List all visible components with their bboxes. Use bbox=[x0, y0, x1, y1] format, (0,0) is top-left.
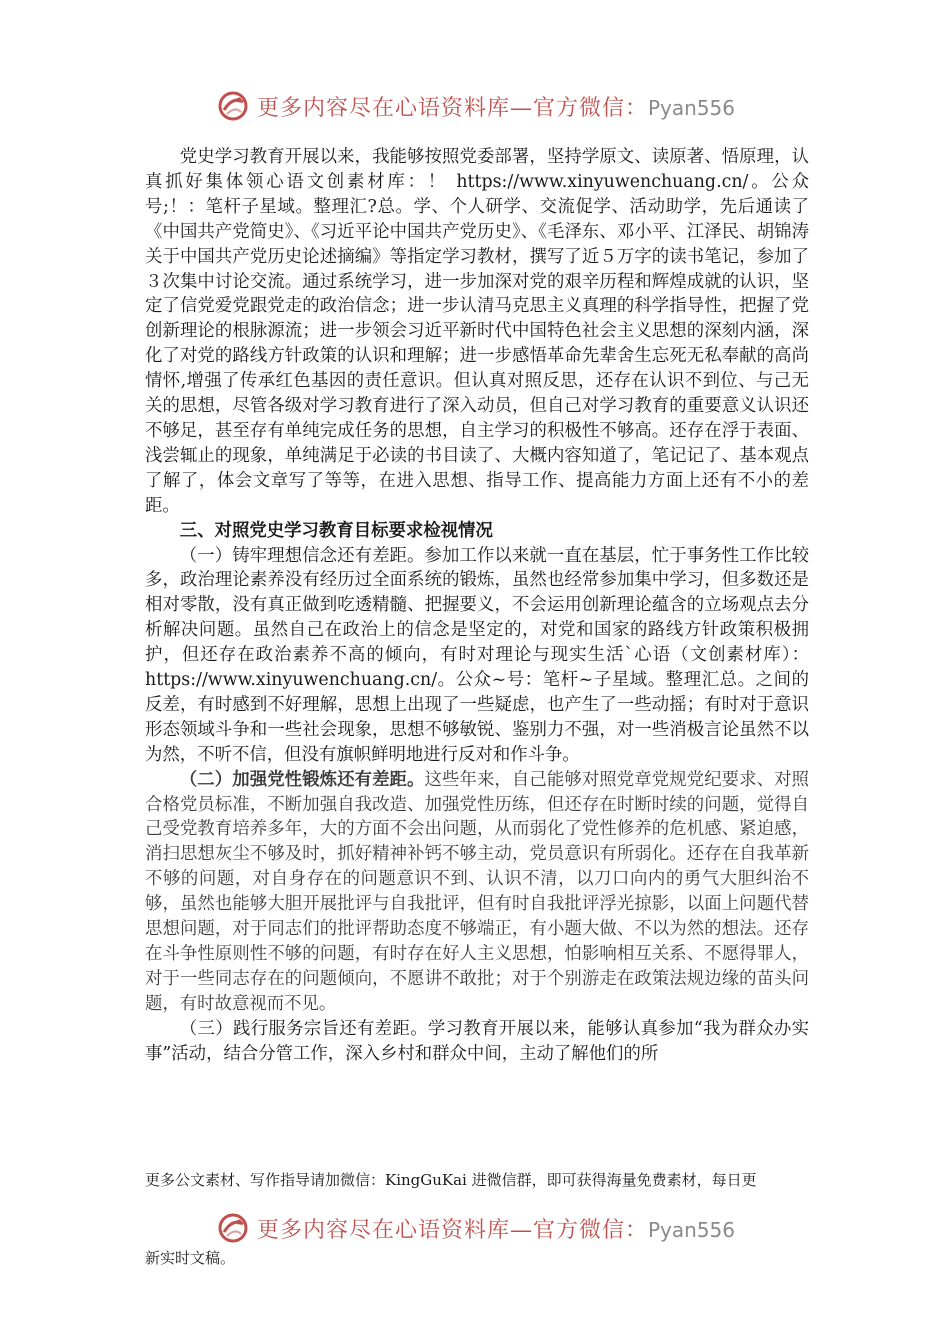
watermark-top bbox=[0, 86, 950, 126]
red-swirl-logo-icon bbox=[215, 1210, 251, 1246]
paragraph-intro: 党史学习教育开展以来，我能够按照党委部署，坚持学原文、读原著、悟原理，认真抓好集体领心语文创素材库：！ https://www.xinyuwenchuang.cn/。公众号;！：笔杆子星域。整理汇?总。学、个人研学、交流促学、活动助学，先后通读了《中国共产党简史》、《习近平论中国共产党历史》、《毛泽东、邓小平、江泽民、胡锦涛关于中国共产党历史论述摘编》等指定学习教材，撰写了近５万字的读书笔记，参加了３次集中讨论交流。通过系统学习，进一步加深对党的艰辛历程和辉煌成就的认识，坚定了信党爱党跟党走的政治信念；进一步认清马克思主义真理的科学指导性，把握了党创新理论的根脉源流；进一步领会习近平新时代中国特色社会主义思想的深刻内涵，深化了对党的路线方针政策的认识和理解；进一步感悟革命先辈舍生忘死无私奉献的高尚情怀,增强了传承红色基因的责任意识。但认真对照反思，还存在认识不到位、与己无关的思想，尽管各级对学习教育进行了深入动员，但自己对学习教育的重要意义认识还不够足，甚至存有单纯完成任务的思想，自主学习的积极性不够高。还存在浮于表面、浅尝辄止的现象，单纯满足于必读的书目读了、大概内容知道了，笔记记了、基本观点了解了，体会文章写了等等，在进入思想、指导工作、提高能力方面上还有不小的差距。 bbox=[145, 147, 809, 516]
section-heading-3: 三、对照党史学习教育目标要求检视情况 bbox=[179, 520, 493, 541]
watermark-text: 更多内容尽在心语资料库—官方微信：Pyan556 bbox=[256, 95, 736, 121]
footer-ad-line: 更多公文素材、写作指导请加微信：KingGuKai 进微信群，即可获得海量免费素材，每日更 bbox=[145, 1171, 757, 1189]
paragraph-service: （三）践行服务宗旨还有差距。学习教育开展以来，能够认真参加“我为群众办实事”活动，结合分管工作，深入乡村和群众中间，主动了解他们的所 bbox=[145, 1018, 809, 1064]
paragraph-ideals: （一）铸牢理想信念还有差距。参加工作以来就一直在基层，忙于事务性工作比较多，政治理论素养没有经历过全面系统的锻炼，虽然也经常参加集中学习，但多数还是相对零散，没有真正做到吃透精髓、把握要义，不会运用创新理论蕴含的立场观点去分析解决问题。虽然自己在政治上的信念是坚定的，对党和国家的路线方针政策积极拥护，但还存在政治素养不高的倾向，有时对理论与现实生活`心语（文创素材库）：https://www.xinyuwenchuang.cn/。公众~号：笔杆~子星域。整理汇总。之间的反差，有时感到不好理解，思想上出现了一些疑虑，也产生了一些动摇；有时对于意识形态领域斗争和一些社会现象，思想不够敏锐、鉴别力不强，对一些消极言论虽然不以为然，不听不信，但没有旗帜鲜明地进行反对和作斗争。 bbox=[145, 545, 809, 765]
paragraph-party-spirit-title: （二）加强党性锻炼还有差距。 bbox=[179, 769, 425, 790]
watermark-bottom bbox=[0, 1208, 950, 1248]
document-body bbox=[145, 145, 809, 1067]
paragraph-party-spirit-text: 这些年来，自己能够对照党章党规党纪要求、对照合格党员标准，不断加强自我改造、加强党性历练，但还存在时断时续的问题，觉得自己受党教育培养多年，大的方面不会出问题，从而弱化了党性修养的危机感、紧迫感，消扫思想灰尘不够及时，抓好精神补钙不够主动，党员意识有所弱化。还存在自我革新不够的问题，对自身存在的问题意识不到、认识不清，以刀口向内的勇气大胆纠治不够，虽然也能够大胆开展批评与自我批评，但有时自我批评浮光掠影，以面上问题代替思想问题，对于同志们的批评帮助态度不够端正，有小题大做、不以为然的想法。还存在斗争性原则性不够的问题，有时存在好人主义思想，怕影响相互关系、不愿得罪人，对于一些同志存在的问题倾向，不愿讲不敢批；对于个别游走在政策法规边缘的苗头问题，有时故意视而不见。 bbox=[145, 769, 809, 1014]
paragraph-party-spirit bbox=[145, 768, 809, 1017]
red-swirl-logo-icon bbox=[215, 88, 251, 124]
watermark-text: 更多内容尽在心语资料库—官方微信：Pyan556 bbox=[256, 1217, 736, 1243]
footer-ad-line-end: 新实时文稿。 bbox=[145, 1249, 236, 1267]
